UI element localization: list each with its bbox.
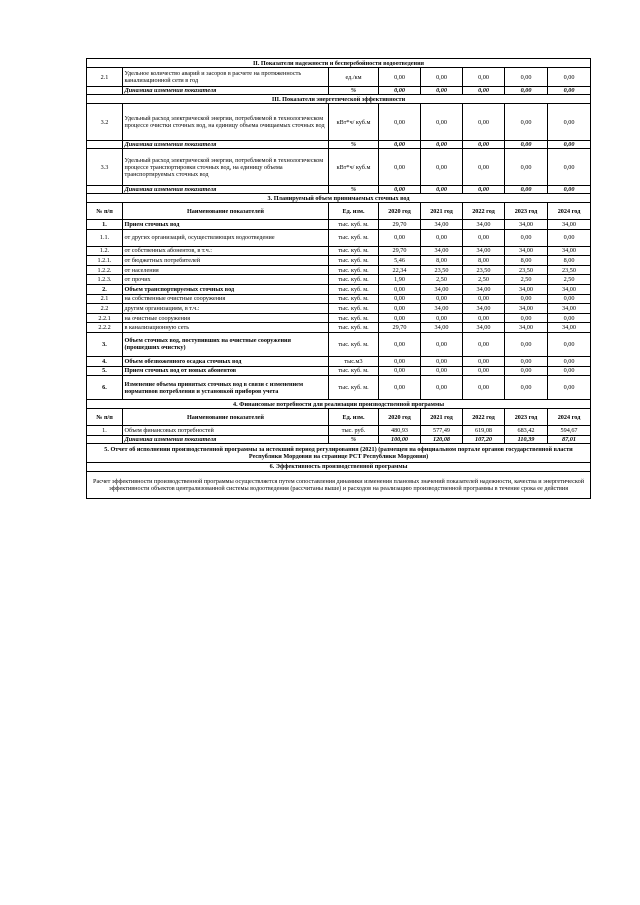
indicator-row (87, 68, 591, 87)
value-cell: 0,00 (548, 376, 591, 400)
value-cell: 0,00 (505, 186, 548, 194)
value-cell: 34,00 (505, 323, 548, 333)
indicator-name: от прочих (123, 275, 329, 285)
empty-cell (87, 186, 123, 194)
value-cell: 0,00 (505, 294, 548, 304)
unit-cell: тыс. куб. м. (329, 220, 379, 230)
data-row (87, 426, 591, 436)
indicator-row (87, 104, 591, 141)
dynamics-row (87, 435, 591, 443)
value-cell: 0,00 (379, 104, 421, 141)
indicator-name: от бюджетных потребителей (123, 256, 329, 266)
empty-cell (87, 87, 123, 95)
row-number: 5. (87, 366, 123, 376)
row-number: 2.2.1 (87, 313, 123, 323)
value-cell: 0,00 (421, 87, 463, 95)
column-header-name: Наименование показателей (123, 203, 329, 220)
value-cell: 0,00 (421, 68, 463, 87)
value-cell: 87,01 (548, 435, 591, 443)
value-cell: 34,00 (421, 304, 463, 314)
data-row (87, 284, 591, 294)
value-cell: 0,00 (379, 149, 421, 186)
data-row (87, 304, 591, 314)
column-header-year: 2023 год (505, 409, 548, 426)
data-row (87, 294, 591, 304)
value-cell: 34,00 (505, 220, 548, 230)
data-row (87, 313, 591, 323)
value-cell: 0,00 (463, 104, 505, 141)
row-number: 1.2.2. (87, 265, 123, 275)
value-cell: 0,00 (379, 68, 421, 87)
value-cell: 0,00 (505, 87, 548, 95)
section-5-title: 5. Отчет об исполнении производственной программы за истекший период регулирования (2021) (размещен на официальном портале органов государственной власти Республики Мордовия на странице РСТ Республики Мордовия) (87, 443, 591, 462)
data-row (87, 229, 591, 246)
value-cell: 0,00 (548, 356, 591, 366)
section-3-title: 3. Планируемый объем принимаемых сточных вод (87, 194, 591, 203)
value-cell: 23,50 (463, 265, 505, 275)
unit-cell: тыс. куб. м. (329, 332, 379, 356)
data-row (87, 275, 591, 285)
column-header-year: 2021 год (421, 203, 463, 220)
value-cell: 5,46 (379, 256, 421, 266)
efficiency-text: Расчет эффективности производственной программы осуществляется путем сопоставления динамики изменения плановых значений показателей надежности, качества и энергетической эффективности объектов централизованной системы водоотведения (рассчитаны выше) и расходов на реализацию производственной программы в течение срока ее действия (87, 471, 591, 498)
column-header-year: 2024 год (548, 409, 591, 426)
value-cell: 8,00 (505, 256, 548, 266)
row-number: 1. (87, 426, 123, 436)
value-cell: 0,00 (505, 332, 548, 356)
value-cell: 34,00 (505, 246, 548, 256)
value-cell: 0,00 (505, 376, 548, 400)
value-cell: 100,00 (379, 435, 421, 443)
row-number: 1. (87, 220, 123, 230)
value-cell: 594,67 (548, 426, 591, 436)
value-cell: 23,50 (421, 265, 463, 275)
value-cell: 0,00 (463, 87, 505, 95)
header-row (87, 409, 591, 426)
value-cell: 23,50 (548, 265, 591, 275)
value-cell: 0,00 (505, 149, 548, 186)
value-cell: 480,93 (379, 426, 421, 436)
value-cell: 0,00 (421, 366, 463, 376)
unit-cell: тыс. куб. м. (329, 294, 379, 304)
value-cell: 2,50 (505, 275, 548, 285)
unit-cell: тыс.м3 (329, 356, 379, 366)
section-iii-title: III. Показатели энергетической эффективности (87, 95, 591, 104)
value-cell: 0,00 (379, 294, 421, 304)
value-cell: 0,00 (548, 229, 591, 246)
value-cell: 0,00 (505, 366, 548, 376)
value-cell: 0,00 (421, 149, 463, 186)
value-cell: 34,00 (421, 220, 463, 230)
dynamics-label: Динамика изменения показателя (123, 141, 329, 149)
value-cell: 0,00 (463, 356, 505, 366)
value-cell: 0,00 (463, 149, 505, 186)
value-cell: 0,00 (379, 141, 421, 149)
value-cell: 34,00 (505, 284, 548, 294)
value-cell: 34,00 (421, 284, 463, 294)
row-number: 3.2 (87, 104, 123, 141)
value-cell: 29,70 (379, 323, 421, 333)
value-cell: 0,00 (548, 186, 591, 194)
unit-cell: кВт*ч/ куб.м (329, 104, 379, 141)
value-cell: 0,00 (505, 229, 548, 246)
section-title-row (87, 400, 591, 409)
value-cell: 0,00 (505, 141, 548, 149)
unit-cell: тыс. куб. м. (329, 376, 379, 400)
value-cell: 34,00 (548, 246, 591, 256)
value-cell: 0,00 (505, 313, 548, 323)
unit-cell: тыс. куб. м. (329, 313, 379, 323)
indicator-name: Объем финансовых потребностей (123, 426, 329, 436)
row-number: 2.1 (87, 68, 123, 87)
value-cell: 22,34 (379, 265, 421, 275)
value-cell: 0,00 (463, 332, 505, 356)
unit-cell: тыс. куб. м. (329, 323, 379, 333)
value-cell: 2,50 (463, 275, 505, 285)
row-number: 4. (87, 356, 123, 366)
value-cell: 0,00 (379, 376, 421, 400)
indicator-name: на собственные очистные сооружения (123, 294, 329, 304)
dynamics-row (87, 87, 591, 95)
value-cell: 34,00 (421, 323, 463, 333)
unit-cell: тыс. куб. м. (329, 366, 379, 376)
row-number: 1.1. (87, 229, 123, 246)
data-row (87, 220, 591, 230)
value-cell: 34,00 (548, 284, 591, 294)
unit-cell: кВт*ч/ куб.м (329, 149, 379, 186)
unit-cell: ед./км (329, 68, 379, 87)
section-title-row (87, 462, 591, 471)
section-ii-title: II. Показатели надежности и бесперебойности водоотведения (87, 59, 591, 68)
value-cell: 0,00 (463, 68, 505, 87)
value-cell: 0,00 (505, 104, 548, 141)
value-cell: 0,00 (379, 356, 421, 366)
indicator-name: Объем сточных вод, поступивших на очистные сооружения (прошедших очистку) (123, 332, 329, 356)
unit-cell: тыс. куб. м. (329, 246, 379, 256)
value-cell: 8,00 (421, 256, 463, 266)
value-cell: 34,00 (505, 304, 548, 314)
value-cell: 34,00 (548, 304, 591, 314)
column-header-year: 2022 год (463, 203, 505, 220)
data-row (87, 265, 591, 275)
column-header-no: № п/п (87, 203, 123, 220)
value-cell: 34,00 (548, 323, 591, 333)
indicator-name: Изменение объема принятых сточных вод в связи с изменением нормативов потребления и установкой приборов учета (123, 376, 329, 400)
value-cell: 0,00 (548, 313, 591, 323)
column-header-unit: Ед. изм. (329, 409, 379, 426)
indicator-name: от собственных абонентов, в т.ч.: (123, 246, 329, 256)
value-cell: 0,00 (548, 87, 591, 95)
value-cell: 577,49 (421, 426, 463, 436)
unit-cell: тыс. куб. м. (329, 304, 379, 314)
value-cell: 34,00 (463, 304, 505, 314)
indicator-name: в канализационную сеть (123, 323, 329, 333)
value-cell: 29,70 (379, 246, 421, 256)
indicator-name: на очистные сооружения (123, 313, 329, 323)
indicator-name: от других организаций, осуществляющих водоотведение (123, 229, 329, 246)
indicator-name: Прием сточных вод (123, 220, 329, 230)
row-number: 2.2 (87, 304, 123, 314)
value-cell: 0,00 (463, 186, 505, 194)
value-cell: 34,00 (421, 246, 463, 256)
indicator-name: Объем транспортируемых сточных вод (123, 284, 329, 294)
data-row (87, 256, 591, 266)
row-number: 6. (87, 376, 123, 400)
column-header-name: Наименование показателей (123, 409, 329, 426)
value-cell: 0,00 (379, 284, 421, 294)
indicator-row (87, 149, 591, 186)
row-number: 2.1 (87, 294, 123, 304)
data-row (87, 356, 591, 366)
value-cell: 2,50 (548, 275, 591, 285)
dynamics-label: Динамика изменения показателя (123, 87, 329, 95)
value-cell: 1,90 (379, 275, 421, 285)
unit-cell: тыс. куб. м. (329, 256, 379, 266)
value-cell: 0,00 (421, 294, 463, 304)
empty-cell (87, 141, 123, 149)
value-cell: 0,00 (421, 141, 463, 149)
value-cell: 34,00 (548, 220, 591, 230)
header-row (87, 203, 591, 220)
unit-cell: тыс. куб. м. (329, 229, 379, 246)
indicator-name: Удельный расход электрической энергии, потребляемой в технологическом процессе транспортировки сточных вод, на единицу объема транспортируемых сточных вод (123, 149, 329, 186)
value-cell: 8,00 (548, 256, 591, 266)
value-cell: 0,00 (379, 366, 421, 376)
value-cell: 0,00 (421, 332, 463, 356)
column-header-unit: Ед. изм. (329, 203, 379, 220)
value-cell: 0,00 (463, 376, 505, 400)
value-cell: 0,00 (548, 149, 591, 186)
unit-cell: тыс. куб. м. (329, 265, 379, 275)
value-cell: 0,00 (463, 366, 505, 376)
value-cell: 0,00 (379, 87, 421, 95)
value-cell: 8,00 (463, 256, 505, 266)
value-cell: 0,00 (421, 229, 463, 246)
empty-cell (87, 435, 123, 443)
value-cell: 0,00 (421, 356, 463, 366)
data-row (87, 376, 591, 400)
value-cell: 0,00 (421, 313, 463, 323)
value-cell: 0,00 (379, 229, 421, 246)
value-cell: 2,50 (421, 275, 463, 285)
value-cell: 120,08 (421, 435, 463, 443)
document-page (86, 58, 590, 499)
value-cell: 23,50 (505, 265, 548, 275)
value-cell: 0,00 (463, 229, 505, 246)
dynamics-label: Динамика изменения показателя (123, 186, 329, 194)
value-cell: 107,20 (463, 435, 505, 443)
value-cell: 0,00 (379, 186, 421, 194)
value-cell: 0,00 (379, 304, 421, 314)
column-header-year: 2021 год (421, 409, 463, 426)
section-title-row (87, 95, 591, 104)
section-title-row (87, 59, 591, 68)
value-cell: 0,00 (548, 294, 591, 304)
indicator-name: Удельный расход электрической энергии, потребляемой в технологическом процессе очистки сточных вод, на единицу объема очищаемых сточных вод (123, 104, 329, 141)
row-number: 3. (87, 332, 123, 356)
dynamics-row (87, 186, 591, 194)
value-cell: 34,00 (463, 220, 505, 230)
value-cell: 619,08 (463, 426, 505, 436)
value-cell: 0,00 (548, 366, 591, 376)
column-header-year: 2020 год (379, 409, 421, 426)
unit-cell: тыс. руб. (329, 426, 379, 436)
value-cell: 0,00 (505, 68, 548, 87)
value-cell: 34,00 (463, 323, 505, 333)
section-4-title: 4. Финансовые потребности для реализации производственной программы (87, 400, 591, 409)
column-header-year: 2020 год (379, 203, 421, 220)
unit-cell: тыс. куб. м. (329, 275, 379, 285)
value-cell: 0,00 (463, 141, 505, 149)
row-number: 1.2. (87, 246, 123, 256)
indicator-name: другим организациям, в т.ч.: (123, 304, 329, 314)
row-number: 1.2.1. (87, 256, 123, 266)
data-row (87, 323, 591, 333)
value-cell: 0,00 (421, 104, 463, 141)
data-row (87, 366, 591, 376)
section-title-row (87, 194, 591, 203)
row-number: 2.2.2 (87, 323, 123, 333)
value-cell: 683,42 (505, 426, 548, 436)
unit-cell: % (329, 87, 379, 95)
dynamics-label: Динамика изменения показателя (123, 435, 329, 443)
value-cell: 0,00 (548, 332, 591, 356)
value-cell: 34,00 (463, 284, 505, 294)
unit-cell: % (329, 141, 379, 149)
indicator-name: Объем обезвоженного осадка сточных вод (123, 356, 329, 366)
column-header-year: 2022 год (463, 409, 505, 426)
value-cell: 0,00 (548, 104, 591, 141)
value-cell: 0,00 (548, 141, 591, 149)
unit-cell: % (329, 186, 379, 194)
unit-cell: тыс. куб. м. (329, 284, 379, 294)
section-5-row (87, 443, 591, 462)
value-cell: 0,00 (379, 313, 421, 323)
data-row (87, 246, 591, 256)
value-cell: 34,00 (463, 246, 505, 256)
value-cell: 29,70 (379, 220, 421, 230)
indicator-name: Удельное количество аварий и засоров в расчете на протяженность канализационной сети в год (123, 68, 329, 87)
dynamics-row (87, 141, 591, 149)
section-6-title: 6. Эффективность производственной программы (87, 462, 591, 471)
row-number: 3.3 (87, 149, 123, 186)
row-number: 1.2.3. (87, 275, 123, 285)
column-header-year: 2024 год (548, 203, 591, 220)
data-row (87, 332, 591, 356)
column-header-year: 2023 год (505, 203, 548, 220)
value-cell: 0,00 (505, 356, 548, 366)
indicator-name: Прием сточных вод от новых абонентов (123, 366, 329, 376)
value-cell: 0,00 (421, 186, 463, 194)
indicator-name: от населения (123, 265, 329, 275)
value-cell: 0,00 (548, 68, 591, 87)
row-number: 2. (87, 284, 123, 294)
section-6-text-row (87, 471, 591, 498)
value-cell: 0,00 (421, 376, 463, 400)
value-cell: 0,00 (463, 313, 505, 323)
value-cell: 0,00 (463, 294, 505, 304)
indicators-table (86, 58, 591, 499)
unit-cell: % (329, 435, 379, 443)
value-cell: 110,39 (505, 435, 548, 443)
column-header-no: № п/п (87, 409, 123, 426)
value-cell: 0,00 (379, 332, 421, 356)
